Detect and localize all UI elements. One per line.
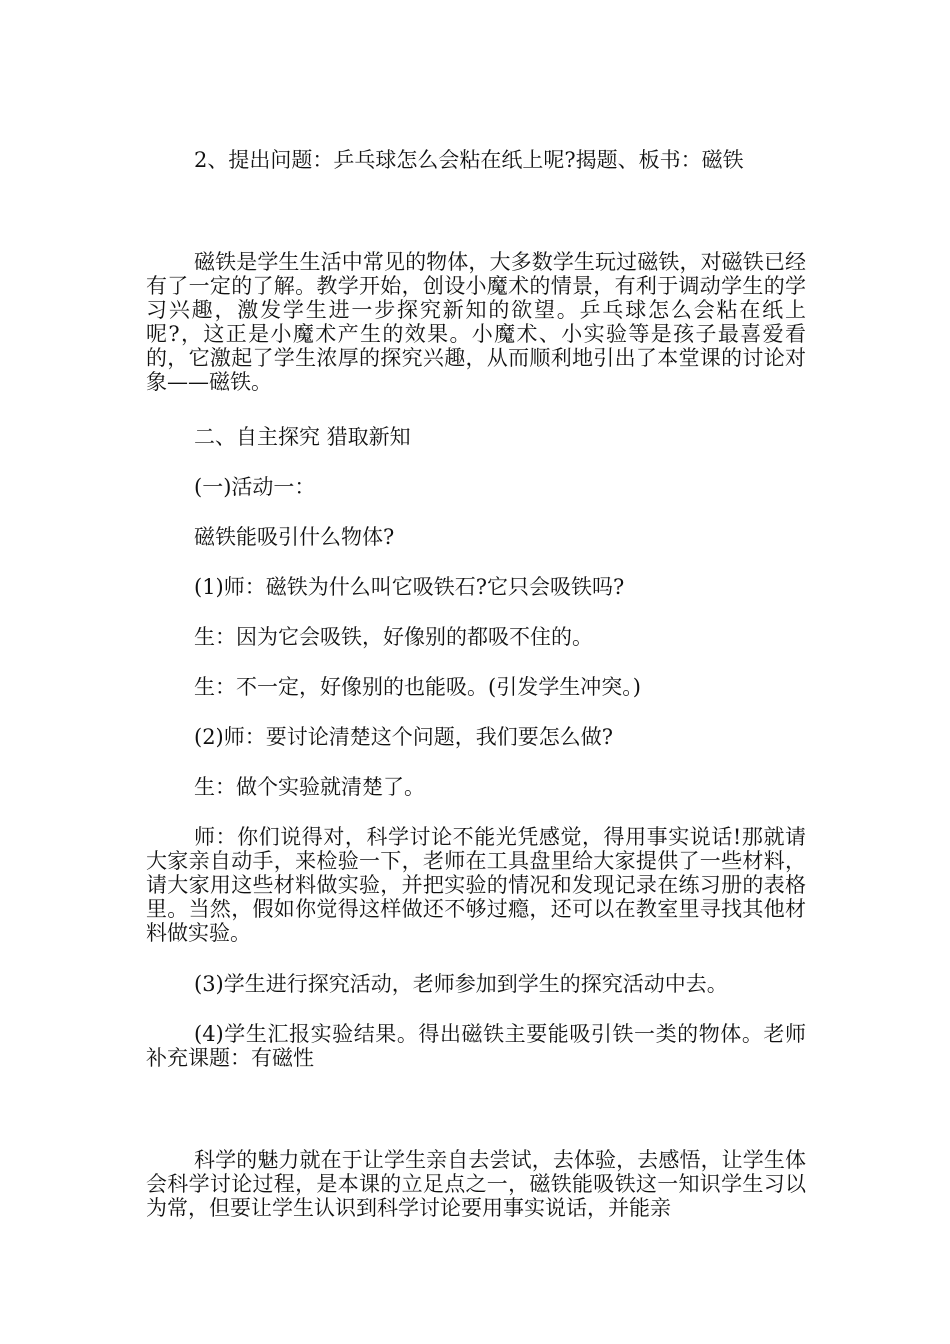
- paragraph-question: 2、提出问题：乒乓球怎么会粘在纸上呢?揭题、板书：磁铁: [194, 148, 744, 172]
- dialogue-teacher-2: (2)师：要讨论清楚这个问题，我们要怎么做?: [194, 725, 614, 749]
- section-heading-explore: 二、自主探究 猎取新知: [194, 425, 411, 449]
- paragraph-science-charm: 科学的魅力就在于让学生亲自去尝试，去体验，去感悟，让学生体会科学讨论过程，是本课的立足点之一，磁铁能吸铁这一知识学生习以为常，但要让学生认识到科学讨论要用事实说话，并能亲: [146, 1148, 806, 1220]
- dialogue-student-1: 生：因为它会吸铁，好像别的都吸不住的。: [194, 625, 593, 649]
- dialogue-student-3: 生：做个实验就清楚了。: [194, 775, 425, 799]
- paragraph-magnet-intro: 磁铁是学生生活中常见的物体，大多数学生玩过磁铁，对磁铁已经有了一定的了解。教学开始，创设小魔术的情景，有利于调动学生的学习兴趣，激发学生进一步探究新知的欲望。乒乓球怎么会粘在纸上呢?，这正是小魔术产生的效果。小魔术、小实验等是孩子最喜爱看的，它激起了学生浓厚的探究兴趣，从而顺利地引出了本堂课的讨论对象——磁铁。: [146, 250, 806, 394]
- activity-question: 磁铁能吸引什么物体?: [194, 525, 395, 549]
- step-4-paragraph: (4)学生汇报实验结果。得出磁铁主要能吸引铁一类的物体。老师补充课题：有磁性: [146, 1022, 806, 1070]
- activity-heading: (一)活动一：: [194, 475, 316, 499]
- dialogue-teacher-1: (1)师：磁铁为什么叫它吸铁石?它只会吸铁吗?: [194, 575, 625, 599]
- step-3-paragraph: (3)学生进行探究活动，老师参加到学生的探究活动中去。: [194, 972, 728, 996]
- dialogue-student-2: 生：不一定，好像别的也能吸。(引发学生冲突。): [194, 675, 641, 699]
- dialogue-teacher-3: 师：你们说得对，科学讨论不能光凭感觉，得用事实说话!那就请大家亲自动手，来检验一下，老师在工具盘里给大家提供了一些材料，请大家用这些材料做实验，并把实验的情况和发现记录在练习册的表格里。当然，假如你觉得这样做还不够过瘾，还可以在教室里寻找其他材料做实验。: [146, 825, 806, 945]
